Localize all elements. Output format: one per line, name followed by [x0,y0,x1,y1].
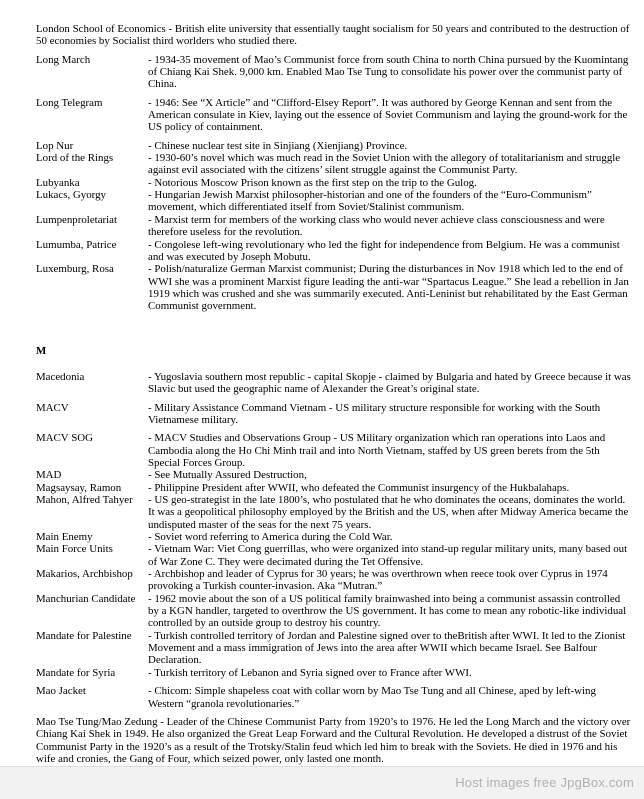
section-heading-m: M [36,344,47,357]
glossary-term: Main Enemy [36,531,93,544]
glossary-entry [36,432,632,469]
glossary-definition: - Polish/naturalize German Marxist communist; During the disturbances in Nov 1918 which led to the end of WWI she was a prominent Marxist figure leading the anti-war “Spartacus League.” She lead a rebellion in Jan 1919 which was crushed and she was summarily executed. Anti-Leninist but rehabilitated by the East German Communist government. [148,263,629,313]
glossary-definition: - Soviet word referring to America during the Cold War. [148,531,393,544]
glossary-entry [36,152,632,177]
glossary-term: Mao Tse Tung/Mao Zedung [36,715,158,728]
glossary-entry [36,54,632,91]
glossary-entry [36,716,632,765]
glossary-entry [36,402,632,427]
glossary-definition: - Hungarian Jewish Marxist philosopher-historian and one of the founders of the “Euro-Communism” movement, which differentiated itself from Soviet/Stalinist communism. [148,189,592,214]
glossary-definition: - Yugoslavia southern most republic - capital Skopje - claimed by Bulgaria and hated by Greece because it was Slavic but used the geographic name of Alexander the Great’s original state. [148,370,631,396]
glossary-definition: - Leader of the Chinese Communist Party from 1920’s to 1976. He led the Long March and the victory over Chiang Kai Shek in 1949. He also organized the Great Leap Forward and the Cultural Revolution. He developed a distrust of the Soviet Communist Party in the 1920’s as a result of the Trotsky/Stalin feud which led him to break with the Soviets. He died in 1976 and his wife and cronies, the Gang of Four, which seized power, only lasted one month. [36,715,631,765]
glossary-entry [36,239,632,264]
glossary-term: Mao Jacket [36,685,86,698]
glossary-term: Lumpenproletariat [36,213,118,226]
glossary-entry [36,189,632,214]
glossary-term: Lord of the Rings [36,152,114,165]
glossary-entry [36,177,632,189]
glossary-l-entries [36,23,632,313]
glossary-entry [36,630,632,667]
glossary-definition: - Notorious Moscow Prison known as the first step on the trip to the Gulog. [148,176,477,189]
glossary-m-entries [36,371,632,765]
glossary-term: Makarios, Archbishop [36,568,133,581]
glossary-entry [36,667,632,679]
glossary-term: Long March [36,53,91,66]
glossary-definition: - See Mutually Assured Destruction, [148,469,307,482]
glossary-definition: - Chinese nuclear test site in Sinjiang (Xienjiang) Province. [148,139,408,152]
glossary-entry [36,371,632,396]
glossary-definition: - MACV Studies and Observations Group - US Military organization which ran operations into Laos and Cambodia along the Ho Chi Minh trail and into North Vietnam, staffed by US green berets from the 5th Special Forces Group. [148,432,606,469]
glossary-term: Macedonia [36,370,85,383]
glossary-definition: - Turkish territory of Lebanon and Syria signed over to France after WWI. [148,666,472,679]
glossary-body [36,23,632,765]
glossary-term: Mandate for Syria [36,666,116,679]
glossary-definition: - Military Assistance Command Vietnam - US military structure responsible for working with the South Vietnamese military. [148,401,601,426]
glossary-definition: - 1934-35 movement of Mao’s Communist force from south China to north China pursued by the Kuomintang of Chiang Kai Shek. 9,000 km. Enabled Mao Tse Tung to consolidate his power over the communist party of China. [148,53,629,91]
glossary-entry [36,494,632,531]
glossary-entry [36,140,632,152]
glossary-definition: - Turkish controlled territory of Jordan and Palestine signed over to theBritish after WWI. It led to the Zionist Movement and a mass immigration of Jews into the area after WWII which became Israel. See Balfour Declaration. [148,629,626,667]
glossary-entry [36,214,632,239]
glossary-term: Magsaysay, Ramon [36,481,122,494]
glossary-entry [36,23,632,48]
glossary-definition: - 1962 movie about the son of a US political family brainwashed into being a communist assassin controlled by a KGN handler, targeted to overthrow the US government. It has come to mean any robotic-like individual controlled by an outside group to destroy his country. [148,592,627,630]
glossary-term: Lubyanka [36,176,80,189]
glossary-definition: - British elite university that essentially taught socialism for 50 years and contributed to the destruction of 50 economies by Socialist third worlders who studied there. [36,23,630,48]
glossary-definition: - US geo-strategist in the late 1800’s, who postulated that he who dominates the oceans, dominates the world. It was a geopolitical philosophy employed by the British and the US, when after Midway America became the undisputed master of the seas for the next 75 years. [148,494,629,531]
glossary-term: MAD [36,469,62,482]
glossary-definition: - 1946: See “X Article” and “Clifford-Elsey Report”. It was authored by George Kennan and sent from the American consulate in Kiev, laying out the essence of Soviet Communism and laying the ground-work for the US policy of containment. [148,96,628,134]
glossary-entry [36,543,632,568]
glossary-term: MACV [36,401,69,414]
glossary-definition: - Vietnam War: Viet Cong guerrillas, who were organized into stand-up regular military units, many based out of War Zone C. They were decimated during the Tet Offensive. [148,543,628,568]
glossary-term: Lumumba, Patrice [36,238,117,251]
glossary-term: Main Force Units [36,543,113,556]
image-host-footer [0,766,644,799]
glossary-entry [36,469,632,481]
glossary-term: Mandate for Palestine [36,629,132,642]
glossary-entry [36,263,632,312]
glossary-definition: - Marxist term for members of the working class who would never achieve class consciousness and were therefore useless for the revolution. [148,213,605,239]
glossary-term: Lukacs, Gyorgy [36,189,106,202]
footer-watermark: Host images free JpgBox.com [455,775,634,790]
glossary-entry [36,685,632,710]
glossary-entry [36,593,632,630]
glossary-entry [36,482,632,494]
glossary-term: MACV SOG [36,432,93,445]
glossary-entry [36,531,632,543]
glossary-definition: - Congolese left-wing revolutionary who led the fight for independence from Belgium. He was a communist and was executed by Joseph Mobutu. [148,238,620,263]
glossary-term: Lop Nur [36,139,74,152]
glossary-term: Luxemburg, Rosa [36,263,114,276]
glossary-term: Mahon, Alfred Tahyer [36,494,133,506]
glossary-entry [36,568,632,593]
glossary-definition: - Philippine President after WWII, who defeated the Communist insurgency of the Hukbalahaps. [148,481,570,494]
glossary-definition: - Chicom: Simple shapeless coat with collar worn by Mao Tse Tung and all Chinese, aped by left-wing Western “granola revolutionaries.” [148,685,596,710]
glossary-definition: - Archbishop and leader of Cyprus for 30 years; he was overthrown when reece took over Cyprus in 1974 provoking a Turkish counter-invasion. Aka “Mutran.” [148,568,608,593]
glossary-term: Manchurian Candidate [36,592,136,605]
glossary-definition: - 1930-60’s novel which was much read in the Soviet Union with the allegory of totalitarianism and struggle against evil associated with the citizens’ silent struggle against the Communist Party. [148,152,621,177]
glossary-term: Long Telegram [36,96,103,109]
glossary-entry [36,97,632,134]
glossary-term: London School of Economics [36,23,166,35]
